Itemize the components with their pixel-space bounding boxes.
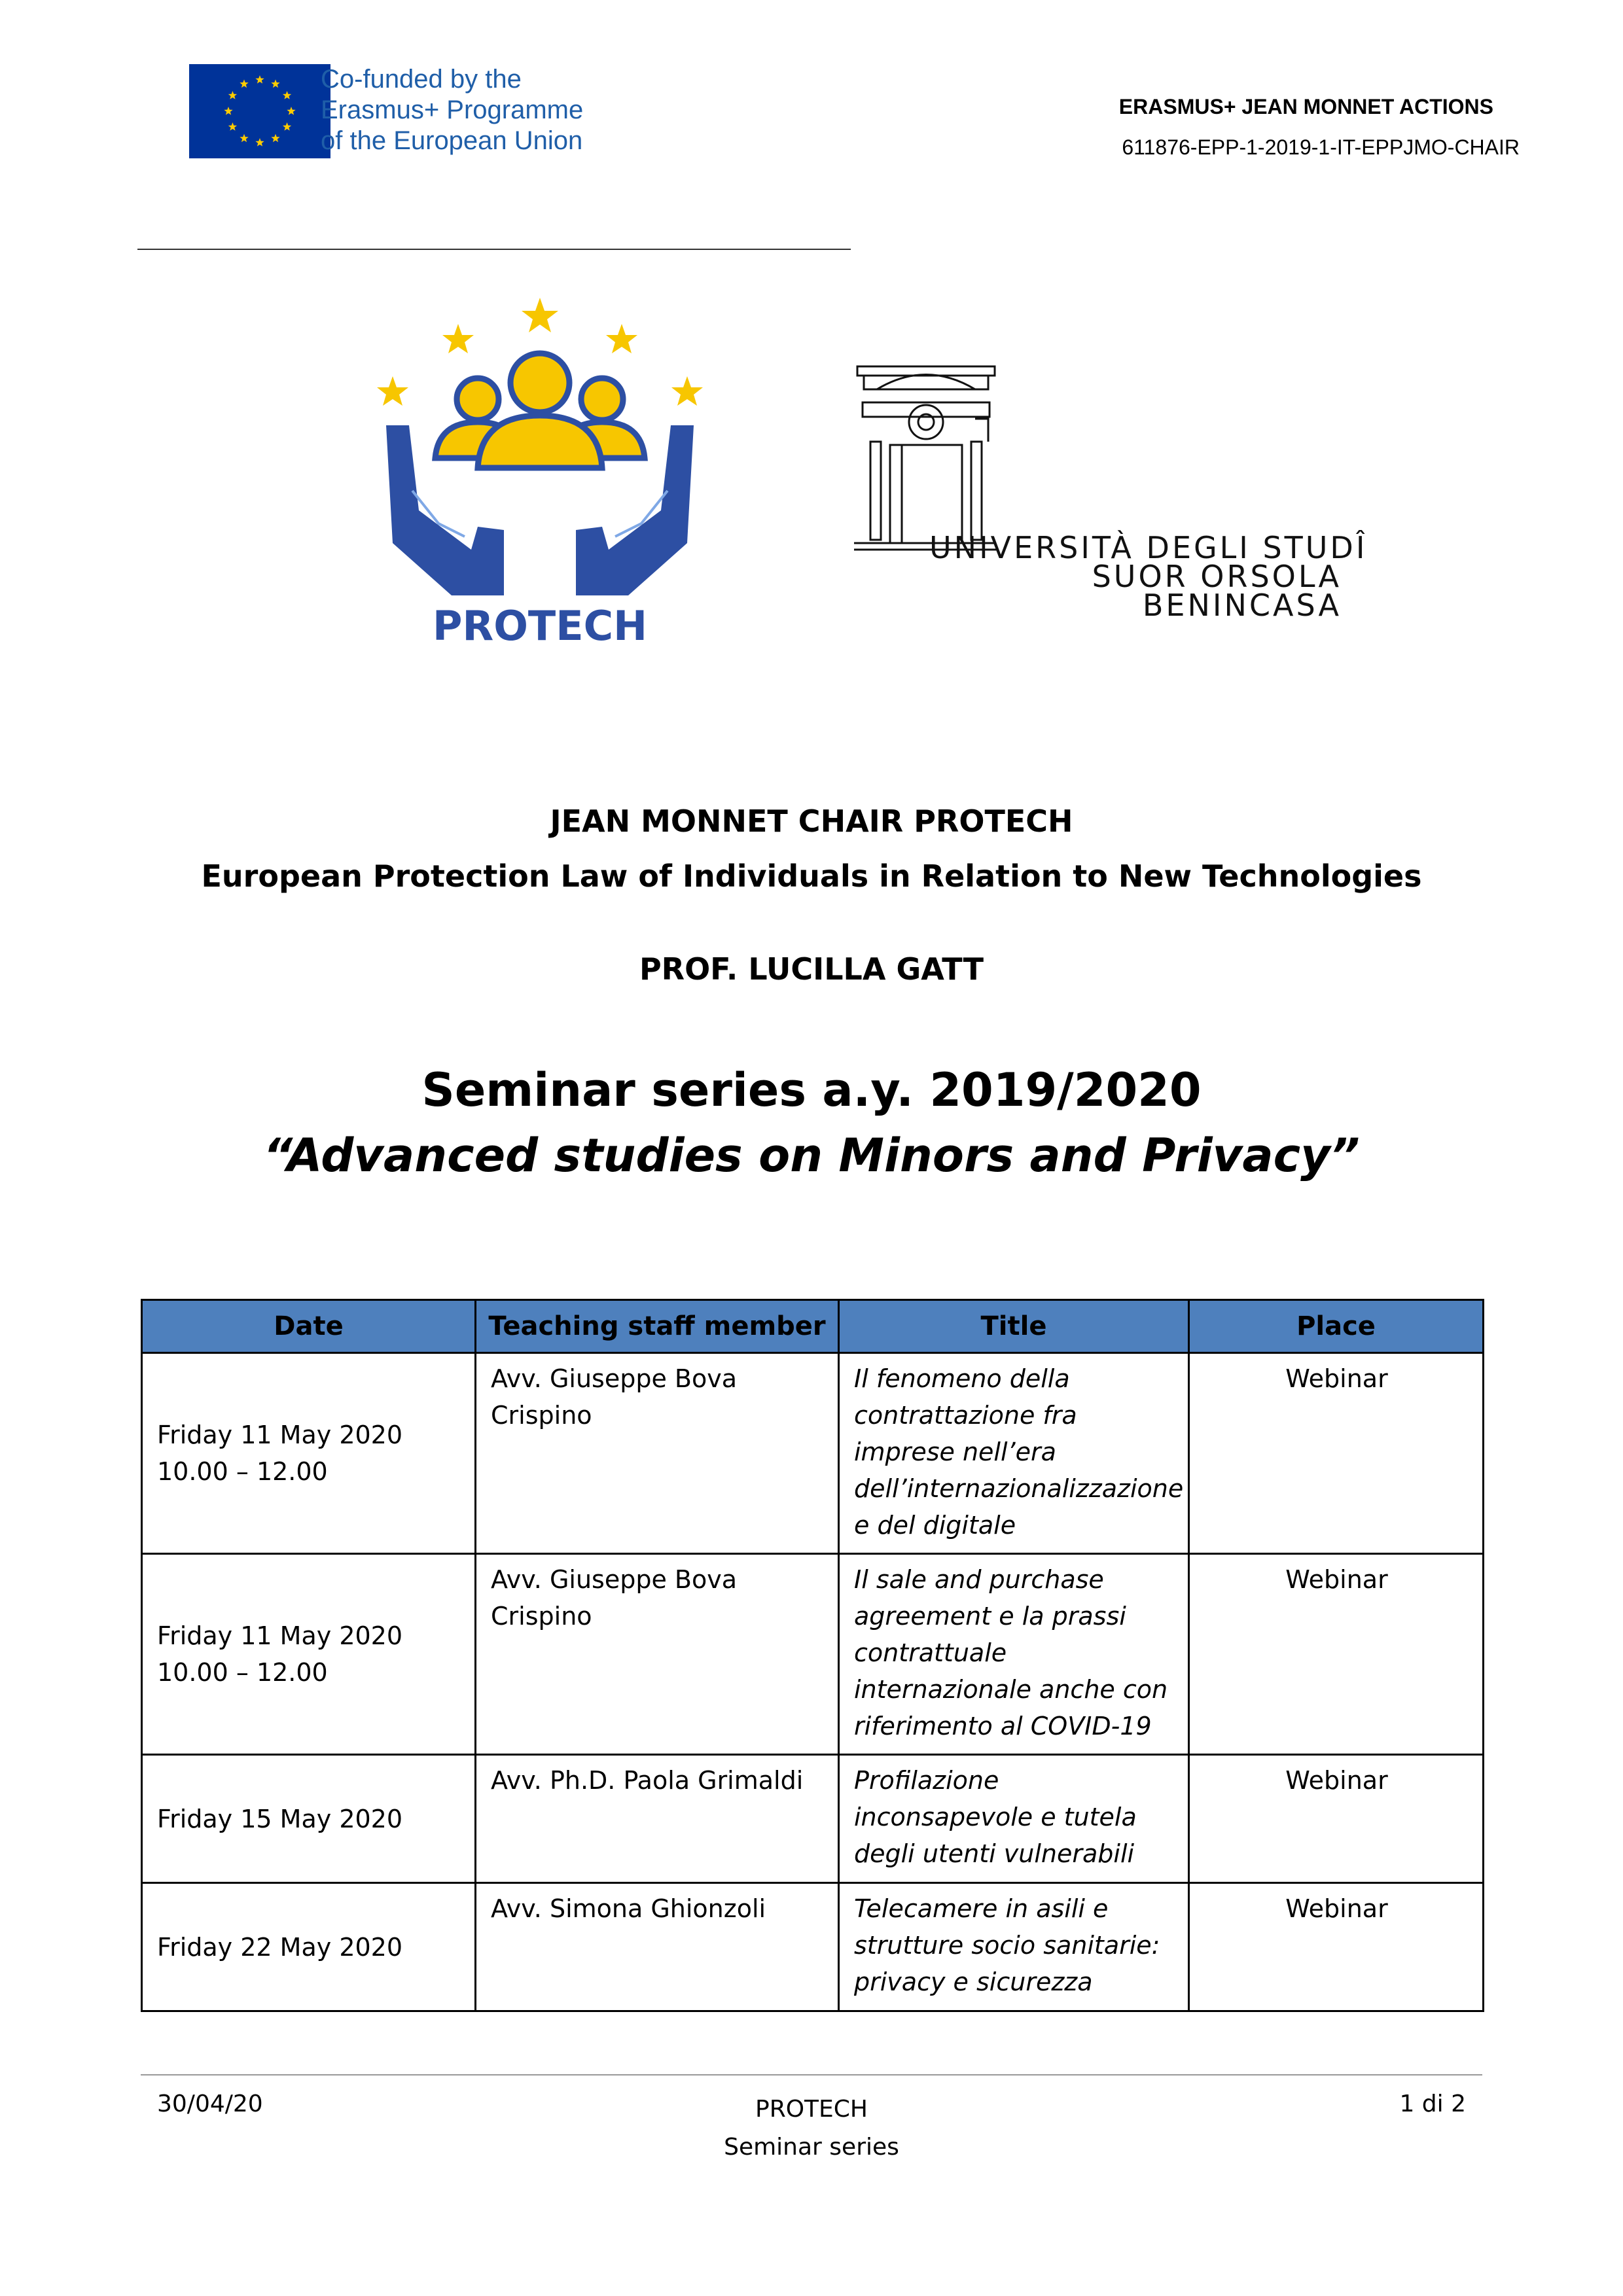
eu-text-line-3: of the European Union (321, 126, 583, 155)
header-place: Place (1189, 1300, 1484, 1353)
cell-date (142, 1554, 476, 1755)
date-line: Friday 11 May 2020 (157, 1421, 403, 1449)
header-date: Date (142, 1300, 476, 1353)
cell-date (142, 1883, 476, 2011)
professor-name: PROF. LUCILLA GATT (639, 951, 984, 987)
cell-place: Webinar (1189, 1755, 1484, 1883)
title-line: dell’internazionalizzazione (854, 1474, 1184, 1503)
date-line: Friday 15 May 2020 (157, 1804, 403, 1833)
staff-line: Crispino (491, 1401, 592, 1430)
footer-project: PROTECH (755, 2096, 868, 2123)
eu-cofunded-text (321, 64, 622, 156)
chair-title: JEAN MONNET CHAIR PROTECH (550, 804, 1073, 839)
date-line: Friday 11 May 2020 (157, 1621, 403, 1650)
table-header-row (142, 1300, 1484, 1353)
page-number: 1 di 2 (1399, 2091, 1466, 2117)
footer-series: Seminar series (724, 2134, 899, 2161)
cell-staff (476, 1554, 839, 1755)
building-icon (854, 366, 998, 550)
header-staff: Teaching staff member (476, 1300, 839, 1353)
project-code: 611876-EPP-1-2019-1-IT-EPPJMO-CHAIR (1122, 135, 1520, 159)
cell-date (142, 1755, 476, 1883)
title-line: inconsapevole e tutela (854, 1803, 1137, 1831)
cell-staff (476, 1755, 839, 1883)
title-line: agreement e la prassi (854, 1602, 1126, 1631)
title-line: contrattazione fra (854, 1401, 1077, 1430)
title-line: Il sale and purchase (854, 1565, 1104, 1594)
footer-center (0, 2091, 1623, 2166)
cell-title (839, 1554, 1189, 1755)
time-line: 10.00 – 12.00 (157, 1658, 328, 1687)
chair-subtitle: European Protection Law of Individuals in Relation to New Technologies (201, 858, 1422, 894)
title-line: Telecamere in asili e (854, 1894, 1109, 1923)
title-line: Il fenomeno della (854, 1364, 1070, 1393)
eu-text-line-2: Erasmus+ Programme (321, 96, 584, 124)
time-line: 10.00 – 12.00 (157, 1457, 328, 1486)
cell-title (839, 1883, 1189, 2011)
title-line: privacy e sicurezza (854, 1968, 1093, 1996)
title-line: degli utenti vulnerabili (854, 1839, 1135, 1868)
footer-date: 30/04/20 (157, 2091, 263, 2117)
staff-line: Avv. Giuseppe Bova (491, 1364, 738, 1393)
title-line: Profilazione (854, 1766, 999, 1795)
seminar-theme: “Advanced studies on Minors and Privacy” (263, 1129, 1360, 1182)
protech-logo (373, 294, 707, 648)
staff-line: Avv. Ph.D. Paola Grimaldi (491, 1766, 804, 1795)
title-line: contrattuale (854, 1638, 1007, 1667)
header-divider (137, 249, 851, 250)
cell-title (839, 1353, 1189, 1554)
university-name-line-3: BENINCASA (1142, 588, 1342, 623)
cell-staff (476, 1883, 839, 2011)
cell-staff (476, 1353, 839, 1554)
university-name-line-2: SUOR ORSOLA (1092, 559, 1342, 594)
table-row (142, 1755, 1484, 1883)
people-icon (435, 353, 645, 468)
staff-line: Avv. Simona Ghionzoli (491, 1894, 766, 1923)
staff-line: Crispino (491, 1602, 592, 1631)
seminar-title: Seminar series a.y. 2019/2020 (421, 1063, 1202, 1117)
cell-place: Webinar (1189, 1353, 1484, 1554)
cell-date (142, 1353, 476, 1554)
title-line: strutture socio sanitarie: (854, 1931, 1160, 1960)
eu-text-line-1: Co-funded by the (321, 65, 522, 94)
title-line: imprese nell’era (854, 1438, 1056, 1466)
title-line: riferimento al COVID-19 (854, 1712, 1152, 1740)
cell-place: Webinar (1189, 1883, 1484, 2011)
footer-divider (141, 2074, 1482, 2075)
protech-logo-label: PROTECH (433, 602, 647, 648)
header-title: Title (839, 1300, 1189, 1353)
program-title: ERASMUS+ JEAN MONNET ACTIONS (1118, 95, 1493, 118)
schedule-table (141, 1299, 1484, 2012)
date-line: Friday 22 May 2020 (157, 1932, 403, 1962)
table-row (142, 1554, 1484, 1755)
table-row (142, 1883, 1484, 2011)
cell-title (839, 1755, 1189, 1883)
table-row (142, 1353, 1484, 1554)
title-line: internazionale anche con (854, 1675, 1168, 1704)
title-line: e del digitale (854, 1511, 1016, 1540)
staff-line: Avv. Giuseppe Bova (491, 1565, 738, 1594)
cell-place: Webinar (1189, 1554, 1484, 1755)
university-name (929, 530, 1368, 623)
university-name-line-1: UNIVERSITÀ DEGLI STUDÎ (929, 530, 1368, 565)
